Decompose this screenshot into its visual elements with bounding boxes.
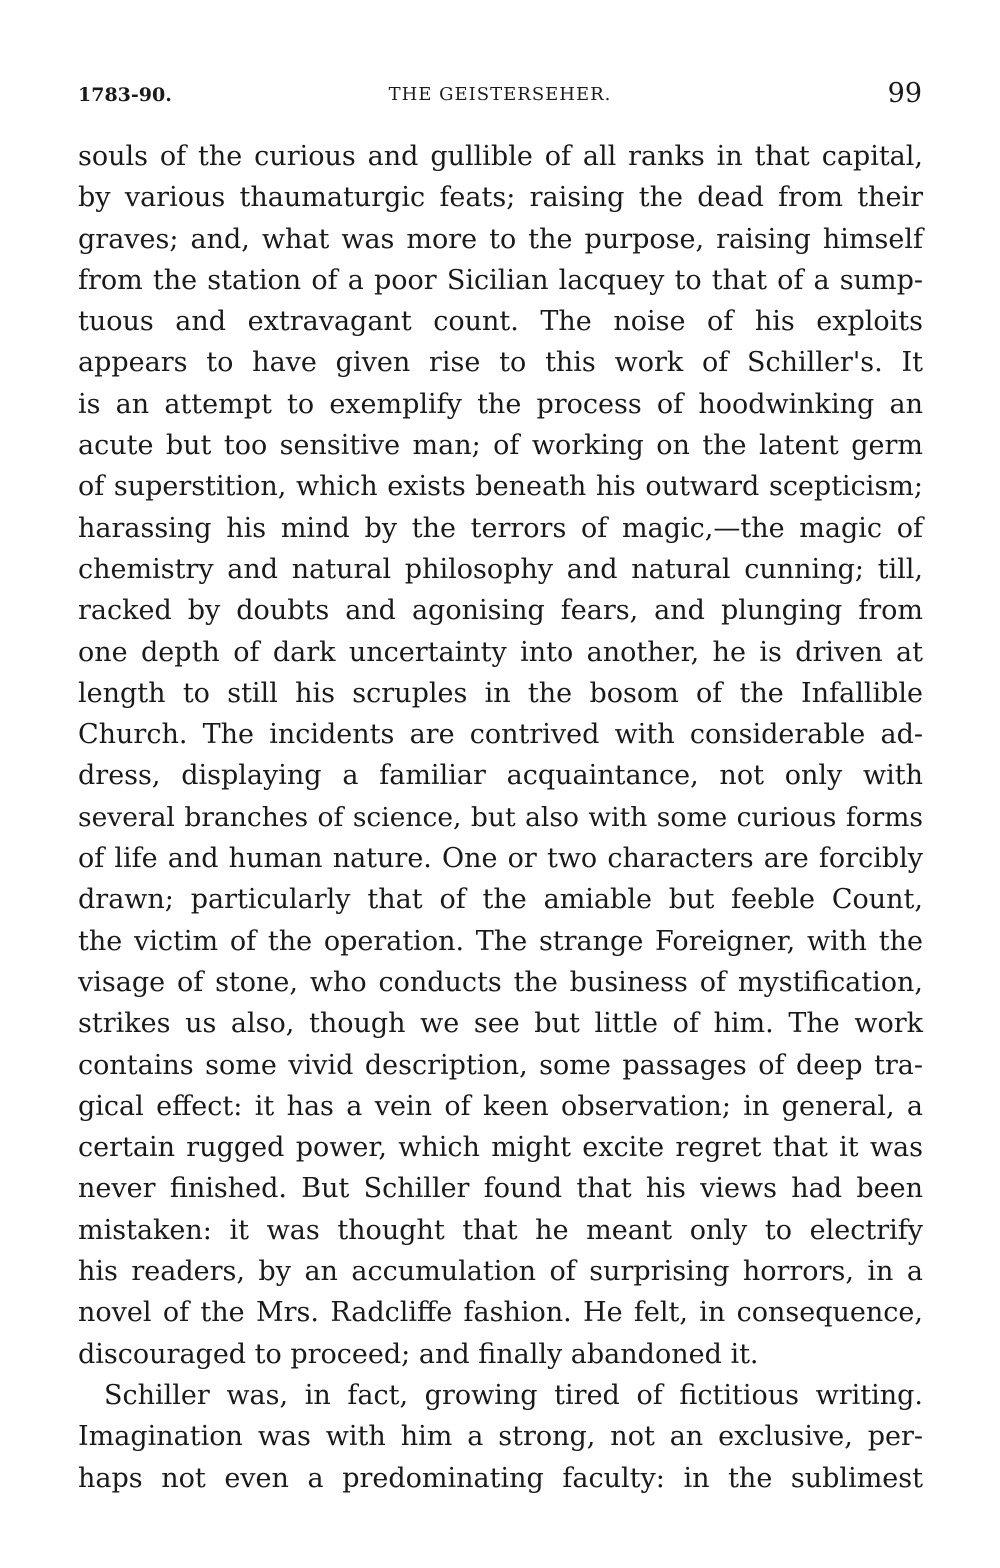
text-line: one depth of dark uncertainty into another, he is driven at xyxy=(78,636,923,668)
text-line: never finished. But Schiller found that his views had been xyxy=(78,1173,923,1205)
text-line: of superstition, which exists beneath his outward scepticism; xyxy=(78,471,923,503)
text-line: souls of the curious and gullible of all ranks in that capital, xyxy=(78,141,923,172)
text-line: length to still his scruples in the bosom of the Infallible xyxy=(78,677,923,709)
text-line: contains some vivid description, some passages of deep tra- xyxy=(78,1049,923,1081)
running-head xyxy=(78,78,922,114)
text-line: acute but too sensitive man; of working on the latent germ xyxy=(78,430,923,462)
text-line: chemistry and natural philosophy and natural cunning; till, xyxy=(78,553,923,585)
text-line: dress, displaying a familiar acquaintance, not only with xyxy=(78,760,923,792)
text-line: graves; and, what was more to the purpose, raising himself xyxy=(78,223,923,255)
paragraph-2 xyxy=(78,1375,923,1499)
text-line: haps not even a predominating faculty: in the sublimest xyxy=(78,1462,923,1494)
text-line: Imagination was with him a strong, not an exclusive, per- xyxy=(78,1421,923,1453)
text-line: of life and human nature. One or two characters are forcibly xyxy=(78,843,923,875)
text-line: Church. The incidents are contrived with considerable ad- xyxy=(78,719,923,751)
text-line: gical effect: it has a vein of keen observation; in general, a xyxy=(78,1090,923,1122)
header-title: THE GEISTERSEHER. xyxy=(388,84,612,105)
paragraph-1 xyxy=(78,136,923,1375)
text-line: several branches of science, but also with some curious forms xyxy=(78,801,923,833)
text-line: tuous and extravagant count. The noise of his exploits xyxy=(78,306,923,338)
text-line: Schiller was, in fact, growing tired of fictitious writing. xyxy=(104,1379,923,1411)
text-line: discouraged to proceed; and finally abandoned it. xyxy=(78,1338,759,1370)
text-line: certain rugged power, which might excite regret that it was xyxy=(78,1132,923,1164)
header-years: 1783-90. xyxy=(78,84,172,106)
text-line: the victim of the operation. The strange Foreigner, with the xyxy=(78,925,923,957)
text-line: strikes us also, though we see but little of him. The work xyxy=(78,1008,923,1040)
text-line: visage of stone, who conducts the business of mystification, xyxy=(78,966,923,998)
text-line: mistaken: it was thought that he meant only to electrify xyxy=(78,1214,923,1246)
text-line: racked by doubts and agonising fears, and plunging from xyxy=(78,595,923,627)
body-text xyxy=(78,136,923,1499)
text-line: novel of the Mrs. Radcliffe fashion. He felt, in consequence, xyxy=(78,1297,923,1329)
text-line: by various thaumaturgic feats; raising the dead from their xyxy=(78,182,923,214)
text-line: appears to have given rise to this work of Schiller's. It xyxy=(78,347,923,379)
text-line: harassing his mind by the terrors of magic,—the magic of xyxy=(78,512,923,544)
text-line: is an attempt to exemplify the process of hoodwinking an xyxy=(78,388,923,420)
page-number: 99 xyxy=(887,78,922,109)
text-line: drawn; particularly that of the amiable but feeble Count, xyxy=(78,884,923,916)
text-line: his readers, by an accumulation of surprising horrors, in a xyxy=(78,1256,923,1288)
text-line: from the station of a poor Sicilian lacquey to that of a sump- xyxy=(78,264,923,296)
